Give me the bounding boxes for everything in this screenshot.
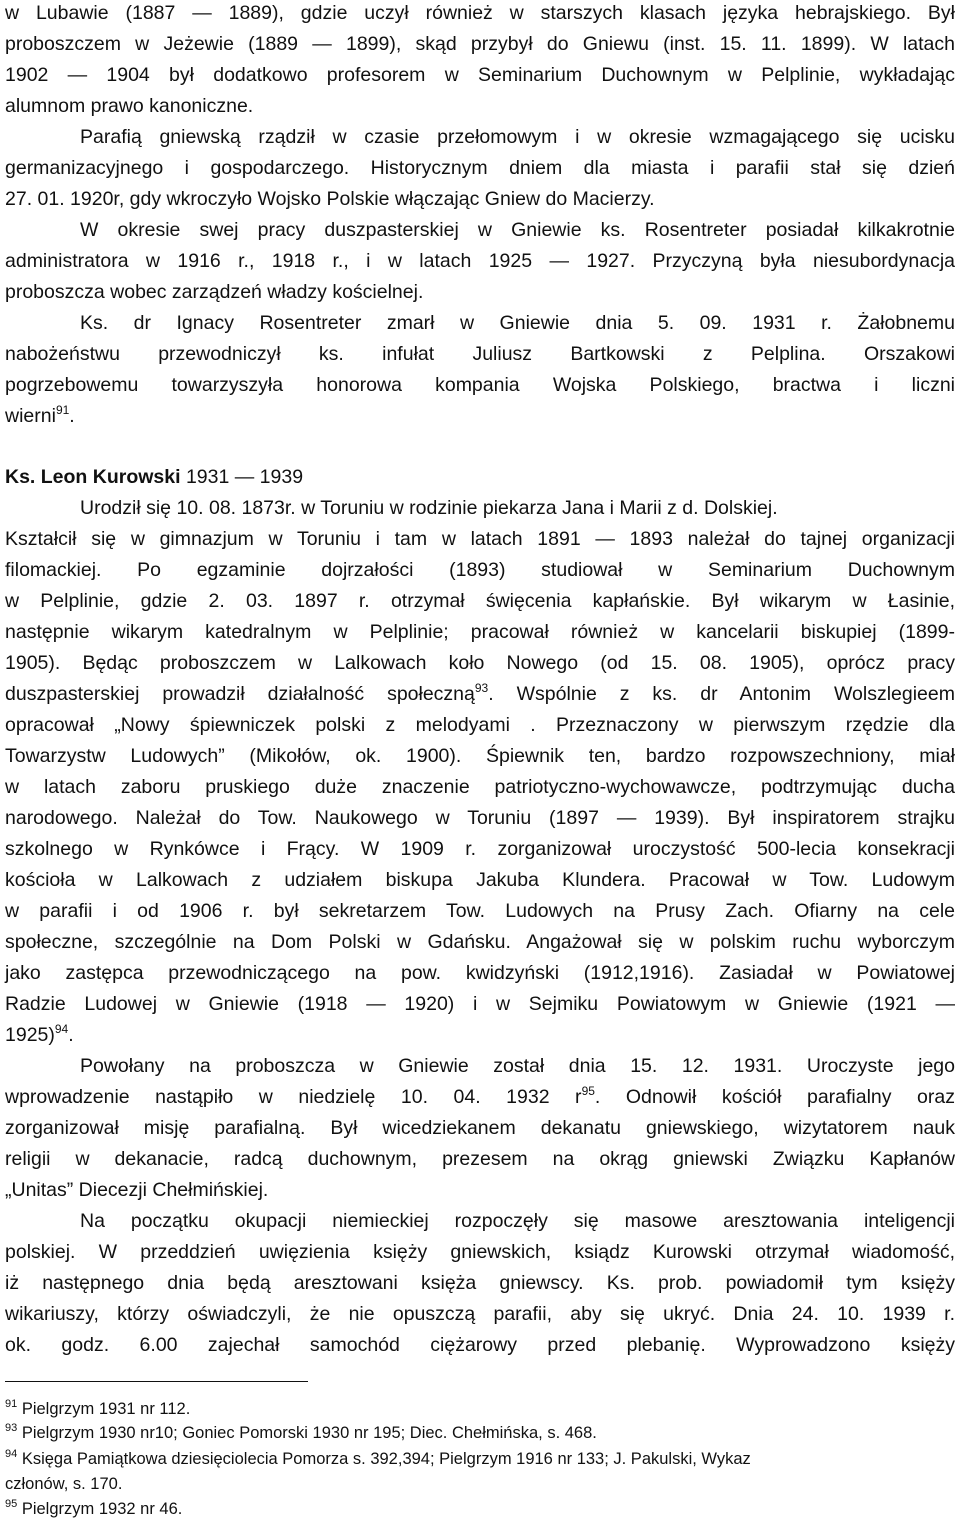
text-line: kościoła w Lalkowach z udziałem biskupa Jakuba Klundera. Pracował w Tow. Ludowym [5, 869, 955, 891]
text-line: polskiej. W przeddzień uwięzienia księży gniewskich, ksiądz Kurowski otrzymał wiadomość, [5, 1241, 955, 1263]
text-line: w Pelplinie, gdzie 2. 03. 1897 r. otrzymał święcenia kapłańskie. Był wikarym w Łasinie, [5, 590, 955, 612]
footnote-ref: 91 [55, 403, 70, 417]
text-line: iż następnego dnia będą aresztowani księża gniewscy. Ks. prob. powiadomił tym księży [5, 1272, 955, 1294]
footnote: $^{95}$ Pielgrzym 1932 nr 46. [5, 1498, 183, 1518]
footnote-separator [5, 1381, 308, 1382]
text-line: społeczne, szczególnie na Dom Polski w Gdańsku. Angażował się w polskim ruchu wyborczym [5, 931, 955, 953]
text-line: opracował „Nowy śpiewniczek polski z melodyami . Przeznaczony w pierwszym rzędzie dla [5, 714, 955, 736]
text-line: 1925)$^{94}$. [5, 1022, 74, 1046]
text-line: w parafii i od 1906 r. był sekretarzem Tow. Ludowych na Prusy Zach. Ofiarny na cele [5, 900, 955, 922]
text-line: Radzie Ludowej w Gniewie (1918 — 1920) i w Sejmiku Powiatowym w Gniewie (1921 — [5, 993, 955, 1015]
footnote-ref: 95 [581, 1084, 595, 1098]
footnote: $^{94}$ Księga Pamiątkowa dziesięciolecia Pomorza s. 392,394; Pielgrzym 1916 nr 133; J. Pakulski, Wykaz [5, 1448, 751, 1468]
text-line: Na początku okupacji niemieckiej rozpoczęły się masowe aresztowania inteligencji [80, 1210, 955, 1232]
text-line: w latach zaboru pruskiego duże znaczenie patriotyczno-wychowawcze, podtrzymując ducha [5, 776, 955, 798]
text-line: Towarzystw Ludowych” (Mikołów, ok. 1900). Śpiewnik ten, bardzo rozpowszechniony, miał [5, 745, 955, 767]
text-line: ok. godz. 6.00 zajechał samochód ciężarowy przed plebanię. Wyprowadzono księży [5, 1334, 955, 1356]
text-line: jako zastępca przewodniczącego na pow. kwidzyński (1912,1916). Zasiadał w Powiatowej [5, 962, 955, 984]
text-line: administratora w 1916 r., 1918 r., i w latach 1925 — 1927. Przyczyną była niesubordynacja [5, 250, 955, 272]
text-line: proboszczem w Jeżewie (1889 — 1899), skąd przybył do Gniewu (inst. 15. 11. 1899). W latach [5, 33, 955, 55]
text-line: 27. 01. 1920r, gdy wkroczyło Wojsko Polskie włączając Gniew do Macierzy. [5, 188, 655, 210]
footnote: $^{91}$ Pielgrzym 1931 nr 112. [5, 1398, 191, 1418]
text-line: Kształcił się w gimnazjum w Toruniu i tam w latach 1891 — 1893 należał do tajnej organizacji [5, 528, 955, 550]
text-line: następnie wikarym katedralnym w Pelplinie; pracował również w kancelarii biskupiej (1899- [5, 621, 955, 643]
text-line: filomackiej. Po egzaminie dojrzałości (1893) studiował w Seminarium Duchownym [5, 559, 955, 581]
text-line: Parafią gniewską rządził w czasie przełomowym i w okresie wzmagającego się ucisku [80, 126, 955, 148]
text-line: wierni$^{91}$. [5, 403, 75, 427]
text-line: duszpasterskiej prowadził działalność społeczną$^{93}$. Wspólnie z ks. dr Antonim Wolszlegieem [5, 681, 955, 705]
text-line: Powołany na proboszcza w Gniewie został dnia 15. 12. 1931. Uroczyste jego [80, 1055, 955, 1077]
text-line: nabożeństwu przewodniczył ks. infułat Juliusz Bartkowski z Pelplina. Orszakowi [5, 343, 955, 365]
text-line: wikariuszy, którzy oświadczyli, że nie opuszczą parafii, aby się ukryć. Dnia 24. 10. 1939 r. [5, 1303, 955, 1325]
text-line: w Lubawie (1887 — 1889), gdzie uczył również w starszych klasach języka hebrajskiego. Był [5, 2, 955, 24]
text-line: W okresie swej pracy duszpasterskiej w Gniewie ks. Rosentreter posiadał kilkakrotnie [80, 219, 955, 241]
text-line: Ks. dr Ignacy Rosentreter zmarł w Gniewie dnia 5. 09. 1931 r. Żałobnemu [80, 312, 955, 334]
text-line: zorganizował misję parafialną. Był wicedziekanem dekanatu gniewskiego, wizytatorem nauk [5, 1117, 955, 1139]
footnote: członów, s. 170. [5, 1475, 123, 1493]
section-heading: Ks. Leon Kurowski 1931 — 1939 [5, 466, 304, 488]
text-line: narodowego. Należał do Tow. Naukowego w Toruniu (1897 — 1939). Był inspiratorem strajku [5, 807, 955, 829]
text-line: proboszcza wobec zarządzeń władzy kościelnej. [5, 281, 424, 303]
footnote-ref: 93 [474, 681, 489, 695]
text-line: pogrzebowemu towarzyszyła honorowa kompania Wojska Polskiego, bractwa i liczni [5, 374, 955, 396]
footnote-ref: 94 [54, 1022, 69, 1036]
text-line: szkolnego w Rynkówce i Frący. W 1909 r. zorganizował uroczystość 500-lecia konsekracji [5, 838, 955, 860]
text-line: religii w dekanacie, radcą duchownym, prezesem na okrąg gniewski Związku Kapłanów [5, 1148, 955, 1170]
footnote: $^{93}$ Pielgrzym 1930 nr10; Goniec Pomorski 1930 nr 195; Diec. Chełmińska, s. 468. [5, 1422, 597, 1442]
text-line: germanizacyjnego i gospodarczego. Historycznym dniem dla miasta i parafii stał się dzień [5, 157, 955, 179]
text-line: 1905). Będąc proboszczem w Lalkowach koło Nowego (od 15. 08. 1905), oprócz pracy [5, 652, 955, 674]
text-line: „Unitas” Diecezji Chełmińskiej. [5, 1179, 269, 1201]
text-line: wprowadzenie nastąpiło w niedzielę 10. 04. 1932 $r^{95}$. Odnowił kościół parafialny oraz [5, 1084, 955, 1108]
text-line: alumnom prawo kanoniczne. [5, 95, 254, 117]
text-line: 1902 — 1904 był dodatkowo profesorem w Seminarium Duchownym w Pelplinie, wykładając [5, 64, 955, 86]
text-line: Urodził się 10. 08. 1873r. w Toruniu w rodzinie piekarza Jana i Marii z d. Dolskiej. [80, 497, 778, 519]
